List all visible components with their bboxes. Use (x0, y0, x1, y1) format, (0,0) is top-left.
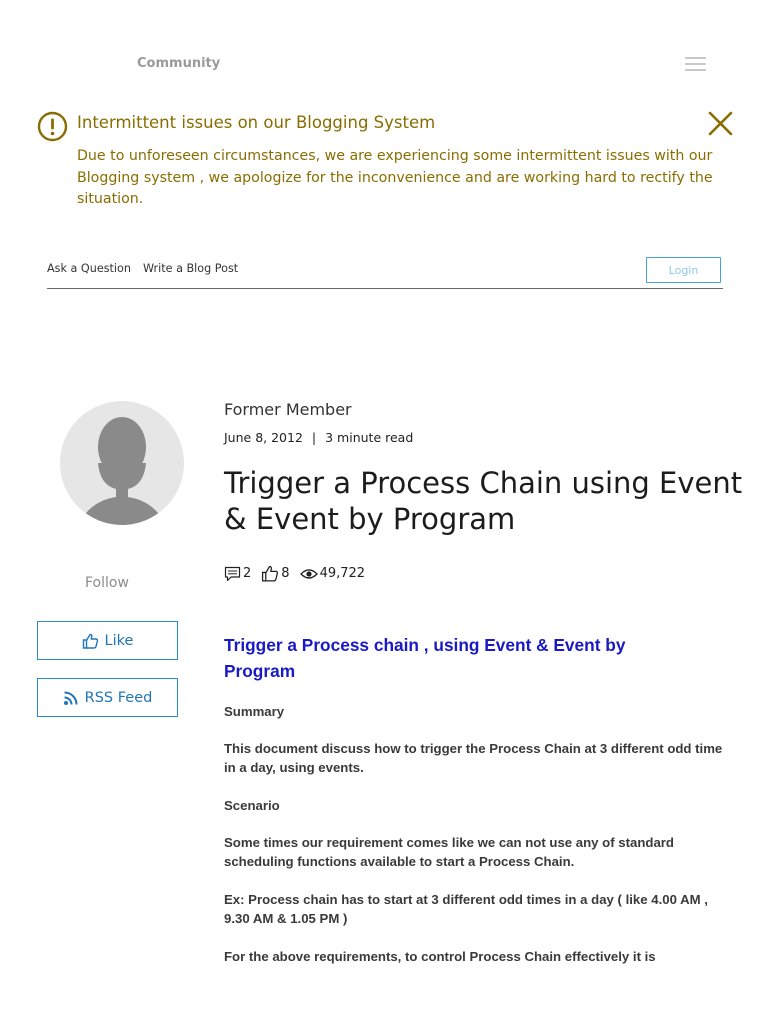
page-title: Trigger a Process Chain using Event & Event by Program (224, 466, 743, 536)
login-button[interactable]: Login (646, 257, 721, 283)
thumbs-up-icon (261, 565, 279, 582)
view-count-value: 49,722 (319, 566, 366, 581)
thumbs-up-icon (82, 633, 99, 649)
exclamation-circle-icon (37, 111, 68, 142)
community-brand-link[interactable]: Community (137, 56, 221, 71)
scenario-text: Some times our requirement comes like we can not use any of standard scheduling functions available to start a Process Chain. (224, 835, 674, 869)
author-name[interactable]: Former Member (224, 400, 352, 419)
notice-title: Intermittent issues on our Blogging System (77, 113, 436, 132)
meta-separator: | (311, 430, 317, 445)
rss-feed-button-label: RSS Feed (84, 689, 153, 706)
view-count (300, 566, 366, 581)
eye-icon (300, 568, 318, 580)
comment-count-value: 2 (243, 566, 252, 581)
example-text: Ex: Process chain has to start at 3 different odd times in a day ( like 4.00 AM , 9.30 AM & 1.05 PM ) (224, 892, 708, 926)
like-button-label: Like (104, 632, 134, 649)
like-count-value: 8 (281, 566, 290, 581)
rss-feed-button[interactable] (37, 678, 178, 717)
scenario-label: Scenario (224, 798, 280, 813)
like-button[interactable] (37, 621, 178, 660)
ask-question-link[interactable]: Ask a Question (47, 262, 131, 275)
like-count[interactable] (261, 565, 289, 582)
post-date: June 8, 2012 (224, 430, 303, 445)
read-time: 3 minute read (325, 430, 414, 445)
close-icon[interactable] (707, 110, 734, 137)
comment-count[interactable] (224, 566, 251, 582)
nav-divider (47, 288, 723, 289)
post-stats (224, 565, 375, 582)
post-meta (224, 430, 413, 445)
summary-text: This document discuss how to trigger the Process Chain at 3 different odd time in a day, using events. (224, 741, 723, 775)
follow-button[interactable]: Follow (85, 575, 129, 591)
write-blog-post-link[interactable]: Write a Blog Post (143, 262, 239, 275)
requirement-text: For the above requirements, to control Process Chain effectively it is (224, 949, 656, 964)
rss-icon (63, 690, 79, 706)
summary-label: Summary (224, 704, 285, 719)
notice-body: Due to unforeseen circumstances, we are experiencing some intermittent issues with our Blogging system , we apologize for the inconvenience and are working hard to rectify the situation. (77, 148, 713, 207)
hamburger-menu-icon[interactable] (685, 57, 706, 71)
user-avatar-icon (60, 401, 184, 525)
content-heading: Trigger a Process chain , using Event & Event by Program (224, 635, 626, 681)
comment-icon (224, 566, 241, 582)
